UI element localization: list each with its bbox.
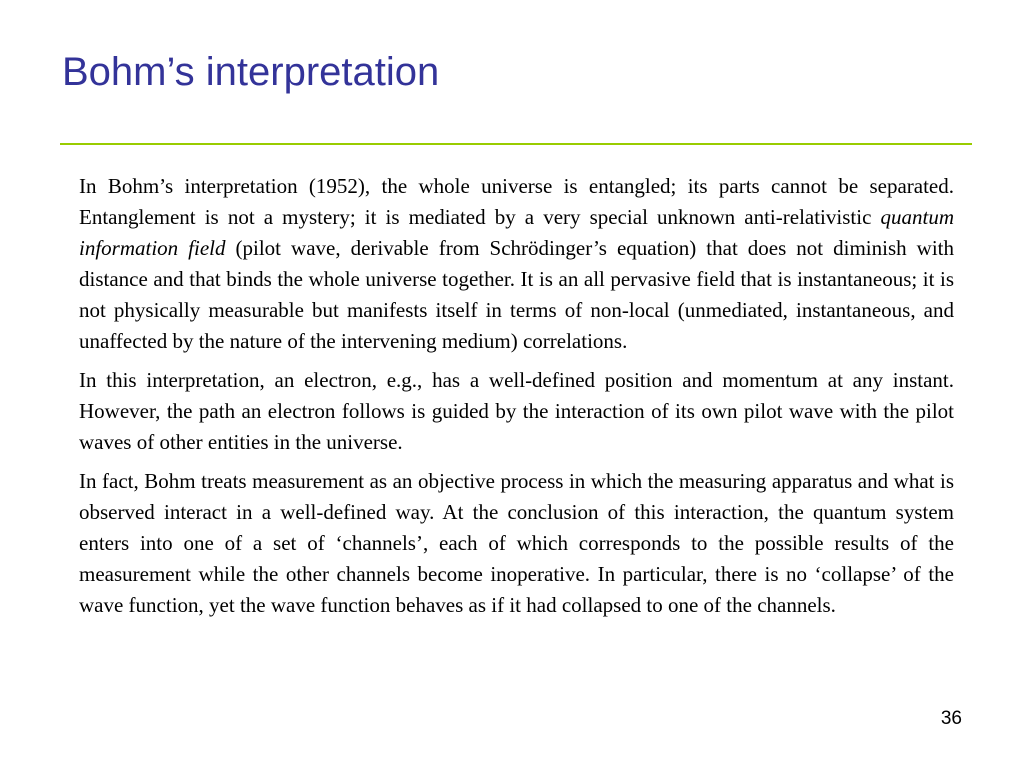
page-number: 36 xyxy=(940,708,962,729)
emphasized-term: quantum information field xyxy=(79,205,954,260)
slide-title: Bohm’s interpretation xyxy=(62,50,440,94)
paragraph-text: (pilot wave, derivable from Schrödinger’s equation) that does not diminish with distance and that binds the whole universe together. It is an all pervasive field that is instantaneous; it is not physically measurable but manifests itself in terms of non-local (unmediated, instantaneous, and unaffected by the nature of the intervening medium) correlations. xyxy=(79,236,954,353)
title-divider xyxy=(60,143,972,145)
paragraph-measurement: In fact, Bohm treats measurement as an objective process in which the measuring apparatus and what is observed interact in a well-defined way. At the conclusion of this interaction, the quantum system enters into one of a set of ‘channels’, each of which corresponds to the possible results of the measurement while the other channels become inoperative. In particular, there is no ‘collapse’ of the wave function, yet the wave function behaves as if it had collapsed to one of the channels. xyxy=(79,469,954,617)
paragraph-electron-path: In this interpretation, an electron, e.g., has a well-defined position and momentum at any instant. However, the path an electron follows is guided by the interaction of its own pilot wave with the pilot waves of other entities in the universe. xyxy=(79,368,954,454)
slide-body xyxy=(79,171,954,629)
paragraph-text: In Bohm’s interpretation (1952), the whole universe is entangled; its parts cannot be separated. Entanglement is not a mystery; it is mediated by a very special unknown anti-relativistic xyxy=(79,174,954,229)
paragraph-bohm-entanglement xyxy=(79,171,954,357)
